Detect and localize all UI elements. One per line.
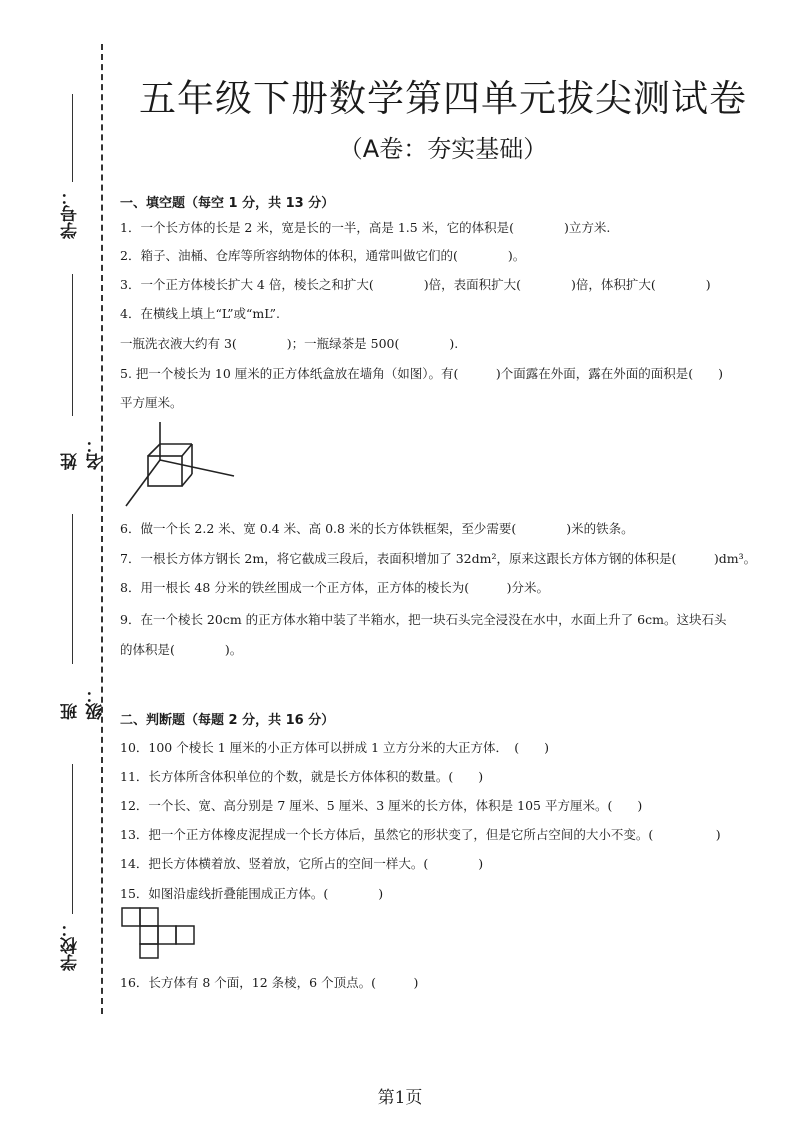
class-field [58,510,106,720]
page-number: 第1页 [377,1088,423,1108]
question-1[interactable]: 1．一个长方体的长是 2 米，宽是长的一半，高是 1.5 米，它的体积是( )立方米. [120,220,611,235]
class-underline[interactable] [72,514,73,664]
question-2[interactable]: 2．箱子、油桶、仓库等所容纳物体的体积，通常叫做它们的( )。 [120,248,526,263]
question-6[interactable]: 6．做一个长 2.2 米、宽 0.4 米、高 0.8 米的长方体铁框架，至少需要( )米的铁条。 [120,521,634,536]
question-9: 9．在一个棱长 20cm 的正方体水箱中装了半箱水，把一块石头完全浸没在水中，水面上升了 6cm。这块石头 [120,612,727,627]
page-title: 五年级下册数学第四单元拔尖测试卷 [139,77,747,120]
cube-net-figure [120,906,196,960]
question-14[interactable]: 14．把长方体横着放、竖着放，它所占的空间一样大。( ) [120,856,484,871]
school-label: 学校： [61,920,81,971]
class-label: 班级： [61,686,106,720]
corner-cube-figure [124,420,244,510]
question-4-line[interactable]: 一瓶洗衣液大约有 3( )；一瓶绿茶是 500( ). [120,336,459,351]
question-5[interactable]: 5. 把一个棱长为 10 厘米的正方体纸盒放在墙角（如图）。有( )个面露在外面，露在外面的面积是( ) [120,366,724,381]
question-9-cont[interactable]: 的体积是( )。 [120,642,243,657]
question-12[interactable]: 12．一个长、宽、高分别是 7 厘米、5 厘米、3 厘米的长方体，体积是 105 平方厘米。( ) [120,798,643,813]
question-13[interactable]: 13．把一个正方体橡皮泥捏成一个长方体后，虽然它的形状变了，但是它所占空间的大小不变。( ) [120,827,721,842]
question-8[interactable]: 8．用一根长 48 分米的铁丝围成一个正方体，正方体的棱长为( )分米。 [120,580,550,595]
school-underline[interactable] [72,764,73,914]
question-11[interactable]: 11．长方体所含体积单位的个数，就是长方体体积的数量。( ) [120,769,484,784]
question-4: 4．在横线上填上“L”或“mL”. [120,306,280,321]
name-underline[interactable] [72,274,73,416]
question-16[interactable]: 16．长方体有 8 个面，12 条棱，6 个顶点。( ) [120,975,419,990]
page-subtitle: （A卷：夯实基础） [338,135,548,163]
question-10[interactable]: 10．100 个棱长 1 厘米的小正方体可以拼成 1 立方分米的大正方体． ( ) [120,740,550,755]
question-7[interactable]: 7．一根长方体方钢长 2m，将它截成三段后，表面积增加了 32dm²，原来这跟长方体方钢的体积是( )dm³。 [120,551,757,566]
binding-dashed-line [101,44,103,1014]
section-2-heading: 二、判断题（每题 2 分，共 16 分） [120,713,335,728]
question-3[interactable]: 3．一个正方体棱长扩大 4 倍，棱长之和扩大( )倍，表面积扩大( )倍，体积扩大( ) [120,277,711,292]
section-1-heading: 一、填空题（每空 1 分，共 13 分） [120,196,335,211]
student-id-field [58,90,88,240]
name-label: 姓名： [61,436,106,470]
question-5-cont: 平方厘米。 [120,395,183,410]
student-id-underline[interactable] [72,94,73,182]
question-15[interactable]: 15．如图沿虚线折叠能围成正方体。( ) [120,886,384,901]
student-id-label: 学号： [61,188,81,239]
name-field [58,270,106,470]
school-field [58,760,88,975]
